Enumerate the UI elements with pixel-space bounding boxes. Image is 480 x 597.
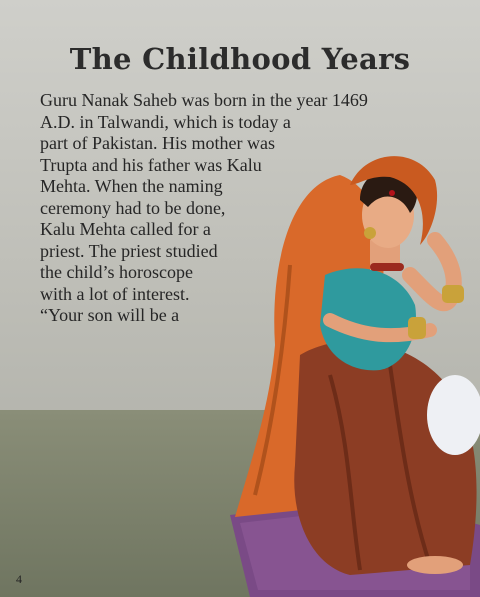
text-line: priest. The priest studied [40, 240, 218, 261]
text-line: “Your son will be a [40, 305, 180, 325]
bindi [389, 190, 395, 196]
text-line: Kalu Mehta called for a [40, 219, 211, 239]
text-line: Trupta and his father was Kalu [40, 154, 262, 175]
foot [407, 556, 463, 574]
bangles [442, 285, 464, 303]
mother-illustration [230, 145, 480, 597]
text-line: ceremony had to be done, [40, 197, 226, 218]
necklace [370, 263, 404, 271]
text-line: A.D. in Talwandi, which is today a [40, 111, 291, 132]
text-line: Mehta. When the naming [40, 176, 223, 196]
text-line: with a lot of interest. [40, 283, 190, 304]
text-line: Guru Nanak Saheb was born in the year 1469 [40, 90, 368, 110]
page-number: 4 [16, 572, 22, 586]
earring [364, 227, 376, 239]
text-line: part of Pakistan. His mother was [40, 133, 275, 153]
page-title: The Childhood Years [69, 42, 411, 76]
text-line: the child’s horoscope [40, 262, 193, 282]
